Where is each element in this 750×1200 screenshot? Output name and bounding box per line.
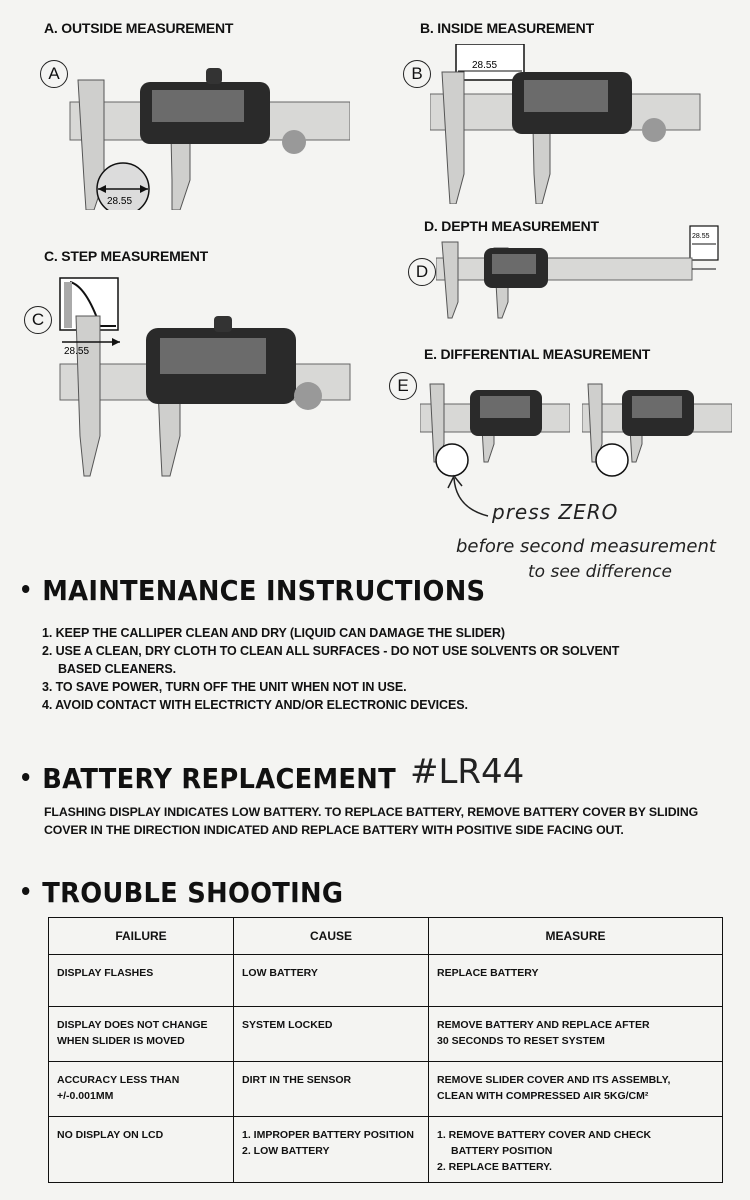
failure-cell: NO DISPLAY ON LCD — [49, 1117, 234, 1183]
cause-cell: 1. IMPROPER BATTERY POSITION 2. LOW BATTERY — [234, 1117, 429, 1183]
figure-a-label: A — [40, 60, 68, 88]
figure-b-label: B — [403, 60, 431, 88]
table-row — [49, 1117, 723, 1183]
battery-line: COVER IN THE DIRECTION INDICATED AND REPLACE BATTERY WITH POSITIVE SIDE FACING OUT. — [44, 823, 624, 837]
failure-cell: DISPLAY DOES NOT CHANGE WHEN SLIDER IS MOVED — [49, 1007, 234, 1062]
handwritten-see-difference: to see difference — [528, 562, 672, 582]
troubleshooting-table — [48, 917, 723, 1183]
handwritten-press-zero: press ZERO — [492, 500, 619, 524]
battery-line: FLASHING DISPLAY INDICATES LOW BATTERY. TO REPLACE BATTERY, REMOVE BATTERY COVER BY SLIDING — [44, 805, 699, 819]
figure-c-value: 28.55 — [64, 346, 90, 357]
cause-cell: SYSTEM LOCKED — [234, 1007, 429, 1062]
table-header-row — [49, 918, 723, 955]
caliper-differential-2-illustration — [582, 378, 732, 478]
failure-cell: DISPLAY FLASHES — [49, 955, 234, 1007]
maintenance-item: 4. AVOID CONTACT WITH ELECTRICTY AND/OR ELECTRONIC DEVICES. — [42, 698, 468, 712]
column-header-cause: CAUSE — [234, 918, 429, 955]
figure-c-title: C. STEP MEASUREMENT — [44, 248, 208, 264]
bullet-icon — [22, 773, 29, 781]
caliper-outside-illustration — [60, 60, 350, 210]
maintenance-list — [42, 624, 619, 714]
caliper-step-illustration — [56, 276, 356, 496]
figure-a-title: A. OUTSIDE MEASUREMENT — [44, 20, 234, 36]
bullet-icon — [22, 585, 29, 593]
table-row — [49, 955, 723, 1007]
failure-cell: ACCURACY LESS THAN +/-0.001MM — [49, 1062, 234, 1117]
column-header-failure: FAILURE — [49, 918, 234, 955]
figure-a-value: 28.55 — [107, 196, 133, 207]
cause-cell: LOW BATTERY — [234, 955, 429, 1007]
measure-cell: REMOVE BATTERY AND REPLACE AFTER 30 SECONDS TO RESET SYSTEM — [429, 1007, 723, 1062]
figure-d-value: 28.55 — [692, 233, 710, 240]
measure-cell: REMOVE SLIDER COVER AND ITS ASSEMBLY, CLEAN WITH COMPRESSED AIR 5KG/CM² — [429, 1062, 723, 1117]
battery-text — [44, 803, 698, 839]
cause-cell: DIRT IN THE SENSOR — [234, 1062, 429, 1117]
figure-e-label: E — [389, 372, 417, 400]
maintenance-item: 2. USE A CLEAN, DRY CLOTH TO CLEAN ALL SURFACES - DO NOT USE SOLVENTS OR SOLVENT — [42, 644, 620, 658]
maintenance-item: 1. KEEP THE CALLIPER CLEAN AND DRY (LIQUID CAN DAMAGE THE SLIDER) — [42, 626, 505, 640]
maintenance-item: 3. TO SAVE POWER, TURN OFF THE UNIT WHEN NOT IN USE. — [42, 680, 407, 694]
measure-cell: REPLACE BATTERY — [429, 955, 723, 1007]
maintenance-item: BASED CLEANERS. — [58, 662, 176, 676]
handwritten-battery-note: #LR44 — [410, 752, 525, 792]
table-row — [49, 1062, 723, 1117]
bullet-icon — [22, 887, 29, 895]
caliper-differential-1-illustration — [420, 378, 570, 478]
caliper-depth-illustration — [436, 222, 726, 322]
figure-e-title: E. DIFFERENTIAL MEASUREMENT — [424, 346, 651, 362]
measure-cell: 1. REMOVE BATTERY COVER AND CHECK BATTERY POSITION 2. REPLACE BATTERY. — [429, 1117, 723, 1183]
handwritten-before-second: before second measurement — [456, 536, 716, 557]
maintenance-heading: MAINTENANCE INSTRUCTIONS — [22, 574, 485, 607]
figure-d-title: D. DEPTH MEASUREMENT — [424, 218, 599, 234]
column-header-measure: MEASURE — [429, 918, 723, 955]
table-row — [49, 1007, 723, 1062]
figure-b-title: B. INSIDE MEASUREMENT — [420, 20, 594, 36]
figure-c-label: C — [24, 306, 52, 334]
battery-heading: BATTERY REPLACEMENT — [22, 762, 396, 795]
figure-d-label: D — [408, 258, 436, 286]
troubleshooting-heading: TROUBLE SHOOTING — [22, 876, 343, 909]
caliper-inside-illustration — [430, 44, 710, 204]
figure-b-value: 28.55 — [472, 60, 498, 71]
